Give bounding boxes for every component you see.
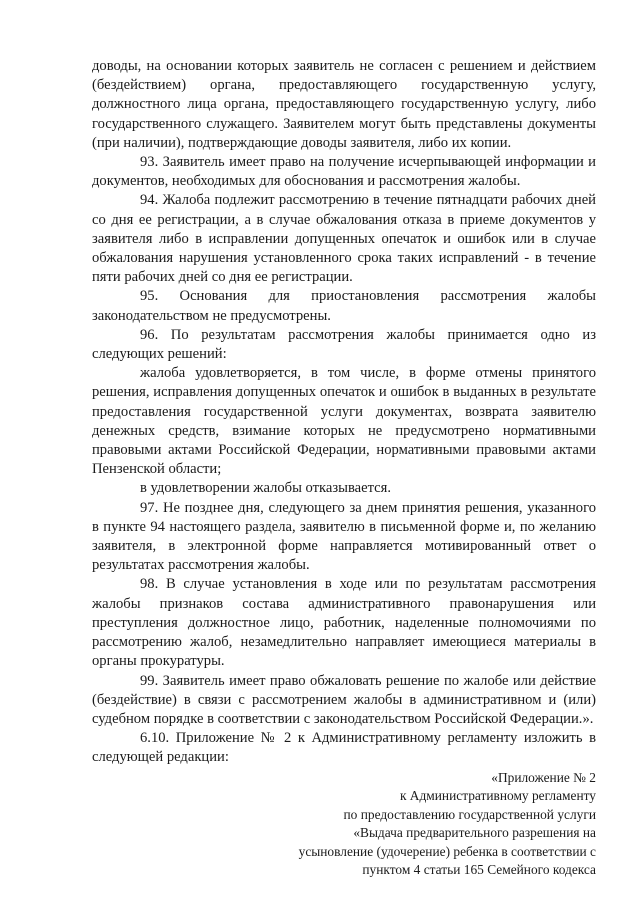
paragraph-96-option-satisfied: жалоба удовлетворяется, в том числе, в форме отмены принятого решения, исправления допущенных опечаток и ошибок в выданных в результате предоставления государственной услуги документах, возврата заявителю денежных средств, взимание которых не предусмотрено нормативными правовыми актами Российской Федерации, нормативными правовыми актами Пензенской области; (92, 365, 596, 478)
appendix-header (92, 769, 596, 881)
paragraph-99: 99. Заявитель имеет право обжаловать решение по жалобе или действие (бездействие) в связи с рассмотрением жалобы в административном и (или) судебном порядке в соответствии с законодательством Российской Федерации.». (92, 672, 596, 727)
appendix-line: усыновление (удочерение) ребенка в соответствии с (298, 843, 596, 859)
paragraph-94: 94. Жалоба подлежит рассмотрению в течение пятнадцати рабочих дней со дня ее регистрации, а в случае обжалования отказа в приеме документов у заявителя либо в исправлении допущенных опечаток и ошибок или в случае обжалования нарушения установленного срока таких исправлений - в течение пяти рабочих дней со дня ее регистрации. (92, 192, 596, 286)
document-page (92, 57, 596, 880)
paragraph-97: 97. Не позднее дня, следующего за днем принятия решения, указанного в пункте 94 настоящего раздела, заявителю в письменной форме и, по желанию заявителя, в электронной форме направляется мотивированный ответ о результатах рассмотрения жалобы. (92, 499, 596, 574)
appendix-line: пунктом 4 статьи 165 Семейного кодекса (362, 862, 596, 878)
appendix-line: к Административному регламенту (399, 788, 596, 804)
appendix-line: «Приложение № 2 (491, 769, 596, 785)
appendix-line: «Выдача предварительного разрешения на (353, 825, 596, 841)
paragraph-98: 98. В случае установления в ходе или по результатам рассмотрения жалобы признаков состава административного правонарушения или преступления должностное лицо, работник, наделенные полномочиями по рассмотрению жалоб, незамедлительно направляет имеющиеся материалы в органы прокуратуры. (92, 576, 596, 670)
paragraph-96: 96. По результатам рассмотрения жалобы принимается одно из следующих решений: (92, 326, 596, 363)
appendix-line: по предоставлению государственной услуги (343, 806, 596, 822)
paragraph-95: 95. Основания для приостановления рассмотрения жалобы законодательством не предусмотрены. (92, 288, 596, 324)
paragraph-93: 93. Заявитель имеет право на получение исчерпывающей информации и документов, необходимых для обоснования и рассмотрения жалобы. (92, 154, 596, 190)
paragraph-96-option-refused: в удовлетворении жалобы отказывается. (140, 480, 392, 497)
paragraph-6-10: 6.10. Приложение № 2 к Административному регламенту изложить в следующей редакции: (92, 730, 596, 766)
paragraph-arguments: доводы, на основании которых заявитель не согласен с решением и действием (бездействием) органа, предоставляющего государственную услугу, должностного лица органа, предоставляющего государственную услугу, либо государственного служащего. Заявителем могут быть представлены документы (при наличии), подтверждающие доводы заявителя, либо их копии. (92, 58, 596, 151)
